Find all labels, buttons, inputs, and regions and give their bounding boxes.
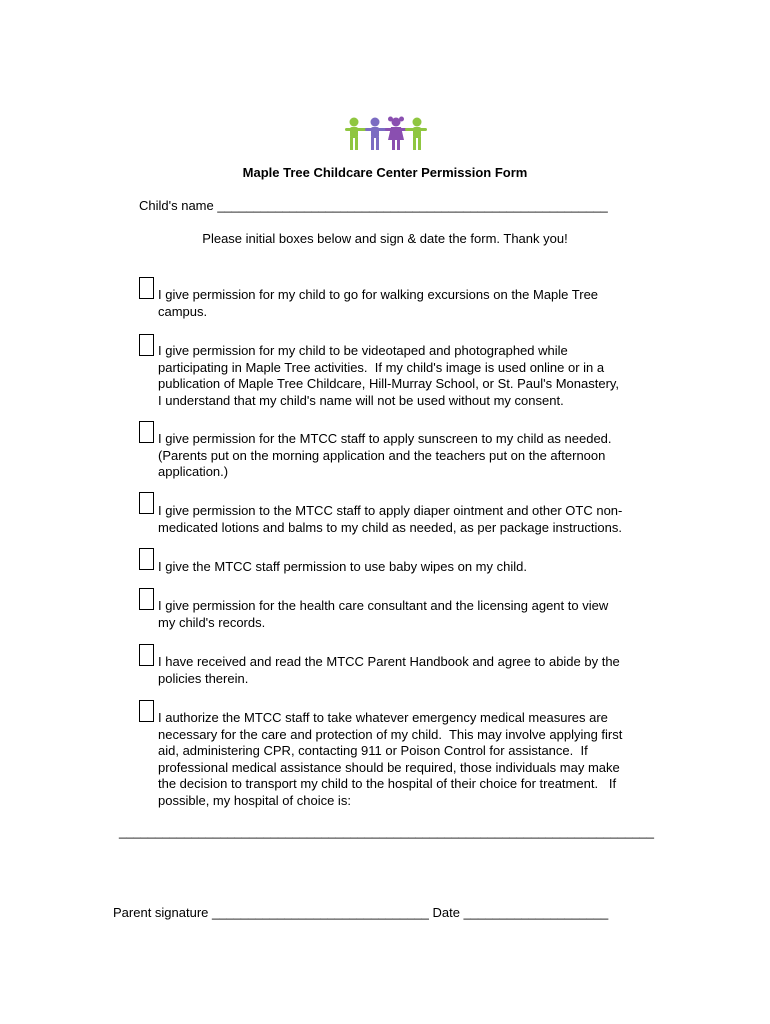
item-line: my child's records. bbox=[158, 614, 266, 630]
item-line: I give permission for my child to be videotaped and photographed while bbox=[158, 343, 568, 358]
item-line: I give permission for my child to go for walking excursions on the Maple Tree bbox=[158, 287, 599, 302]
child-figure-purple-girl bbox=[385, 117, 407, 151]
item-line: necessary for the care and protection of my child. This may involve applying first bbox=[158, 726, 623, 742]
initial-box[interactable] bbox=[139, 548, 154, 570]
item-line: medicated lotions and balms to my child as needed, as per package instructions. bbox=[158, 519, 622, 535]
permission-item-handbook bbox=[158, 654, 658, 687]
child-figure-green-right bbox=[405, 118, 427, 151]
permission-item-walking bbox=[158, 287, 658, 320]
permission-item-emergency bbox=[158, 710, 658, 809]
initial-box[interactable] bbox=[139, 277, 154, 299]
item-line: I have received and read the MTCC Parent Handbook and agree to abide by the bbox=[158, 654, 620, 669]
item-line: possible, my hospital of choice is: bbox=[158, 792, 351, 808]
instructions-text: Please initial boxes below and sign & date the form. Thank you! bbox=[202, 231, 568, 246]
item-line: I give the MTCC staff permission to use baby wipes on my child. bbox=[158, 559, 527, 574]
item-line: publication of Maple Tree Childcare, Hill-Murray School, or St. Paul's Monastery, bbox=[158, 376, 620, 391]
permission-item-wipes bbox=[158, 559, 658, 576]
initial-box[interactable] bbox=[139, 588, 154, 610]
hospital-choice-field[interactable]: __________________________________________________________________________ bbox=[119, 824, 655, 839]
initial-box[interactable] bbox=[139, 421, 154, 443]
item-line: I give permission for the MTCC staff to apply sunscreen to my child as needed. bbox=[158, 431, 612, 446]
initial-box[interactable] bbox=[139, 492, 154, 514]
item-line: aid, administering CPR, contacting 911 or Poison Control for assistance. If bbox=[158, 743, 588, 758]
permission-item-records bbox=[158, 598, 658, 631]
item-line: campus. bbox=[158, 303, 208, 319]
child-figure-green-left bbox=[345, 118, 367, 151]
child-name-field[interactable]: Child's name ______________________________________________________ bbox=[139, 198, 608, 213]
children-holding-hands-logo bbox=[345, 116, 427, 152]
child-figure-purple-light bbox=[365, 118, 387, 151]
item-line: policies therein. bbox=[158, 670, 249, 686]
initial-box[interactable] bbox=[139, 700, 154, 722]
initial-box[interactable] bbox=[139, 334, 154, 356]
item-line: I understand that my child's name will not be used without my consent. bbox=[158, 392, 564, 408]
item-line: the decision to transport my child to the hospital of their choice for treatment. If bbox=[158, 776, 617, 791]
signature-date-line[interactable]: Parent signature ______________________________ Date ____________________ bbox=[113, 905, 609, 920]
permission-item-sunscreen bbox=[158, 431, 658, 481]
item-line: professional medical assistance should be required, those individuals may make bbox=[158, 759, 620, 775]
item-line: participating in Maple Tree activities. If my child's image is used online or in a bbox=[158, 359, 605, 375]
form-title: Maple Tree Childcare Center Permission Form bbox=[242, 165, 528, 180]
initial-box[interactable] bbox=[139, 644, 154, 666]
item-line: application.) bbox=[158, 464, 229, 479]
item-line: I authorize the MTCC staff to take whatever emergency medical measures are bbox=[158, 710, 608, 725]
item-line: (Parents put on the morning application and the teachers put on the afternoon bbox=[158, 447, 606, 463]
permission-item-ointment bbox=[158, 503, 658, 536]
permission-item-photo bbox=[158, 343, 658, 409]
item-line: I give permission to the MTCC staff to apply diaper ointment and other OTC non- bbox=[158, 503, 623, 518]
item-line: I give permission for the health care consultant and the licensing agent to view bbox=[158, 598, 609, 613]
